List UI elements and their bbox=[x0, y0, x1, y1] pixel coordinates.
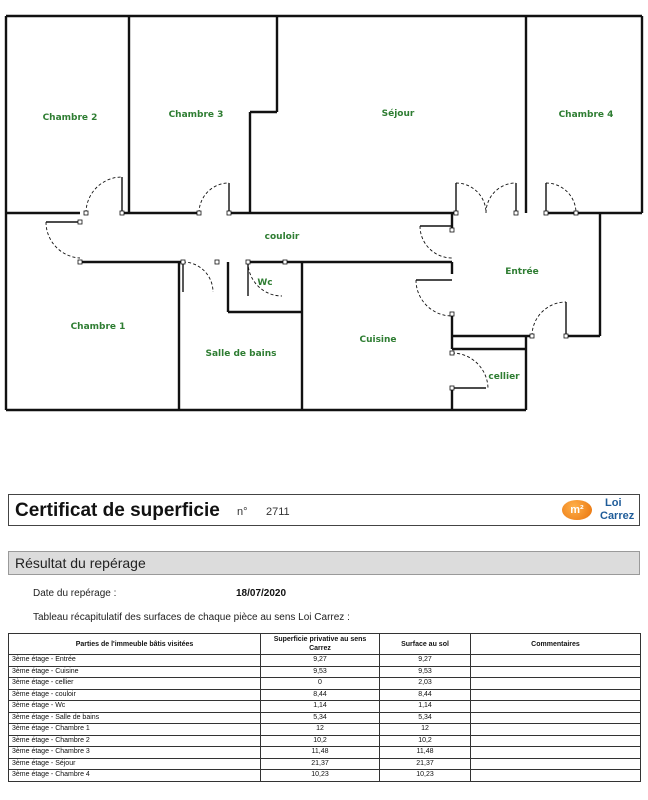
cell-sol: 10,2 bbox=[380, 735, 471, 747]
table-row bbox=[9, 689, 641, 701]
room-label-cuisine: Cuisine bbox=[359, 335, 397, 345]
cell-sol: 8,44 bbox=[380, 689, 471, 701]
cell-sol: 12 bbox=[380, 724, 471, 736]
certificate-title: Certificat de superficie bbox=[15, 500, 220, 521]
cell-part: 3ème étage - Chambre 3 bbox=[9, 747, 261, 759]
certificate-number-label: n° bbox=[237, 506, 248, 518]
room-label-chambre-1: Chambre 1 bbox=[70, 322, 126, 332]
cell-carrez: 21,37 bbox=[261, 758, 380, 770]
header-sol: Surface au sol bbox=[380, 634, 471, 655]
cell-part: 3ème étage - couloir bbox=[9, 689, 261, 701]
cell-comment bbox=[471, 678, 641, 690]
survey-date-label: Date du repérage : bbox=[33, 588, 117, 599]
loi-carrez-logo-icon: m² bbox=[562, 500, 592, 520]
room-label-salle-de-bains: Salle de bains bbox=[205, 349, 277, 359]
room-label-chambre-3: Chambre 3 bbox=[168, 110, 224, 120]
plan-doors bbox=[46, 177, 578, 390]
room-label-wc: Wc bbox=[257, 278, 273, 288]
surface-table bbox=[8, 633, 641, 782]
table-row bbox=[9, 712, 641, 724]
cell-part: 3ème étage - Chambre 1 bbox=[9, 724, 261, 736]
survey-date-value: 18/07/2020 bbox=[236, 588, 287, 599]
cell-comment bbox=[471, 758, 641, 770]
cell-part: 3ème étage - Chambre 2 bbox=[9, 735, 261, 747]
table-row bbox=[9, 747, 641, 759]
cell-sol: 9,53 bbox=[380, 666, 471, 678]
room-label-cellier: cellier bbox=[488, 372, 520, 382]
table-row bbox=[9, 724, 641, 736]
cell-carrez: 10,2 bbox=[261, 735, 380, 747]
result-section-title: Résultat du repérage bbox=[15, 555, 146, 571]
cell-part: 3ème étage - Entrée bbox=[9, 655, 261, 667]
cell-sol: 2,03 bbox=[380, 678, 471, 690]
cell-carrez: 5,34 bbox=[261, 712, 380, 724]
cell-comment bbox=[471, 712, 641, 724]
cell-sol: 9,27 bbox=[380, 655, 471, 667]
room-label-couloir: couloir bbox=[264, 232, 300, 242]
cell-carrez: 8,44 bbox=[261, 689, 380, 701]
cell-sol: 21,37 bbox=[380, 758, 471, 770]
cell-part: 3ème étage - Chambre 4 bbox=[9, 770, 261, 782]
cell-carrez: 1,14 bbox=[261, 701, 380, 713]
cell-comment bbox=[471, 770, 641, 782]
result-section-bar bbox=[8, 551, 640, 575]
cell-carrez: 11,48 bbox=[261, 747, 380, 759]
header-comments: Commentaires bbox=[471, 634, 641, 655]
table-row bbox=[9, 770, 641, 782]
logo-text-loi: Loi bbox=[605, 497, 622, 509]
table-row bbox=[9, 666, 641, 678]
cell-part: 3ème étage - Salle de bains bbox=[9, 712, 261, 724]
room-label-chambre-4: Chambre 4 bbox=[558, 110, 614, 120]
cell-comment bbox=[471, 666, 641, 678]
cell-comment bbox=[471, 689, 641, 701]
cell-sol: 1,14 bbox=[380, 701, 471, 713]
header-parts: Parties de l'immeuble bâtis visitées bbox=[9, 634, 261, 655]
table-row bbox=[9, 678, 641, 690]
cell-comment bbox=[471, 735, 641, 747]
room-label-sejour: Séjour bbox=[381, 109, 415, 119]
table-intro-text: Tableau récapitulatif des surfaces de chaque pièce au sens Loi Carrez : bbox=[33, 612, 350, 623]
cell-part: 3ème étage - Wc bbox=[9, 701, 261, 713]
cell-carrez: 9,27 bbox=[261, 655, 380, 667]
table-header-row bbox=[9, 634, 641, 655]
cell-sol: 11,48 bbox=[380, 747, 471, 759]
certificate-number: 2711 bbox=[266, 506, 290, 518]
header-carrez: Superficie privative au sens Carrez bbox=[261, 634, 380, 655]
cell-carrez: 9,53 bbox=[261, 666, 380, 678]
room-label-chambre-2: Chambre 2 bbox=[42, 113, 98, 123]
cell-part: 3ème étage - Séjour bbox=[9, 758, 261, 770]
cell-comment bbox=[471, 701, 641, 713]
room-label-entree: Entrée bbox=[505, 267, 539, 277]
cell-comment bbox=[471, 724, 641, 736]
cell-part: 3ème étage - cellier bbox=[9, 678, 261, 690]
certificate-header bbox=[8, 494, 640, 526]
cell-sol: 10,23 bbox=[380, 770, 471, 782]
cell-comment bbox=[471, 747, 641, 759]
surface-table-body bbox=[9, 655, 641, 782]
cell-part: 3ème étage - Cuisine bbox=[9, 666, 261, 678]
cell-carrez: 0 bbox=[261, 678, 380, 690]
cell-comment bbox=[471, 655, 641, 667]
table-row bbox=[9, 758, 641, 770]
logo-text-carrez: Carrez bbox=[600, 510, 635, 522]
cell-carrez: 10,23 bbox=[261, 770, 380, 782]
cell-sol: 5,34 bbox=[380, 712, 471, 724]
table-row bbox=[9, 735, 641, 747]
table-row bbox=[9, 655, 641, 667]
cell-carrez: 12 bbox=[261, 724, 380, 736]
table-row bbox=[9, 701, 641, 713]
